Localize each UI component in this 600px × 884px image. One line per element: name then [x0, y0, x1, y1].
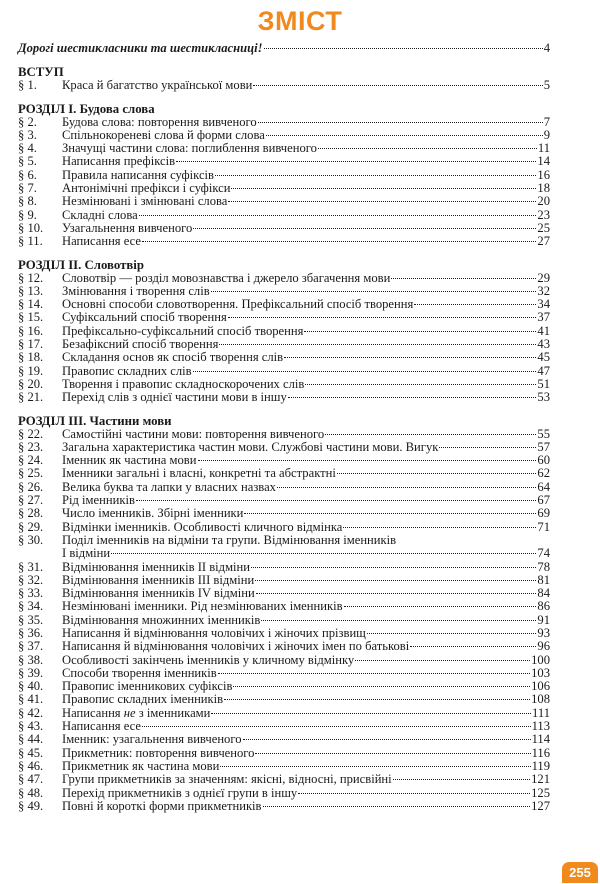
leader-dots [284, 357, 536, 358]
toc-entry[interactable] [18, 494, 550, 507]
intro-page: 4 [543, 41, 550, 55]
leader-dots [258, 122, 543, 123]
toc-entry[interactable] [18, 720, 550, 733]
page-ref: 53 [537, 390, 550, 405]
entry-title: Правопис складних слів [62, 363, 192, 378]
toc-entry[interactable] [18, 391, 550, 404]
section-heading: ВСТУП [18, 65, 64, 80]
page-ref: 57 [537, 439, 550, 454]
leader-dots [139, 215, 537, 216]
toc-entry[interactable] [18, 667, 550, 680]
section-number: § 5. [18, 154, 37, 169]
leader-dots [305, 384, 536, 385]
toc-entry[interactable] [18, 467, 550, 480]
intro-text: Дорогі шестикласники та шестикласниці! [18, 41, 263, 55]
entry-title: Іменники загальні і власні, конкретні та абстрактні [62, 466, 336, 481]
entry-title: Відмінювання іменників ІІІ відміни [62, 572, 255, 587]
entry-title: Число іменників. Збірні іменники [62, 506, 244, 521]
leader-dots [344, 606, 537, 607]
entry-title: Особливості закінчень іменників у кличному відмінку [62, 652, 355, 667]
leader-dots [298, 793, 530, 794]
section-number: § 21. [18, 390, 44, 405]
toc-entry[interactable] [18, 600, 550, 613]
leader-dots [439, 447, 536, 448]
leader-dots [343, 527, 536, 528]
section-number: § 17. [18, 337, 44, 352]
toc-entry[interactable] [18, 654, 550, 667]
section-number: § 48. [18, 785, 44, 800]
page-ref: 5 [543, 78, 550, 93]
leader-dots [228, 317, 537, 318]
entry-title: Іменник як частина мови [62, 453, 197, 468]
entry-title: Написання есе [62, 719, 141, 734]
page-ref: 119 [531, 758, 550, 773]
page-ref: 55 [537, 426, 550, 441]
section-number: § 38. [18, 652, 44, 667]
page-ref: 103 [531, 665, 550, 680]
leader-dots [264, 48, 543, 49]
section-number: § 46. [18, 758, 44, 773]
leader-dots [261, 620, 536, 621]
leader-dots [218, 673, 530, 674]
toc-entry[interactable] [18, 338, 550, 351]
page-ref: 51 [537, 376, 550, 391]
section-number: § 32. [18, 572, 44, 587]
page-ref: 74 [537, 546, 550, 561]
section-heading: РОЗДІЛ ІІ. Словотвір [18, 257, 144, 272]
leader-dots [288, 397, 537, 398]
page-ref: 121 [531, 772, 550, 787]
page-ref: 37 [537, 310, 550, 325]
section-number: § 11. [18, 234, 43, 249]
page-ref: 116 [531, 745, 550, 760]
toc-entry[interactable] [18, 521, 550, 534]
section-number: § 18. [18, 350, 44, 365]
entry-title: Відмінки іменників. Особливості кличного відмінка [62, 519, 343, 534]
entry-title: Групи прикметників за значенням: якісні, відносні, присвійні [62, 772, 392, 787]
entry-title: Незмінювані іменники. Рід незмінюваних іменників [62, 599, 343, 614]
toc-entry[interactable] [18, 561, 550, 574]
page-ref: 96 [537, 639, 550, 654]
toc-entry[interactable] [18, 680, 550, 693]
entry-title: Краса й багатство української мови [62, 78, 253, 93]
leader-dots [220, 766, 530, 767]
section-number: § 1. [18, 78, 37, 93]
leader-dots [215, 175, 536, 176]
leader-dots [251, 567, 536, 568]
toc-entry[interactable] [18, 428, 550, 441]
page-ref: 78 [537, 559, 550, 574]
leader-dots [231, 188, 536, 189]
section-number: § 15. [18, 310, 44, 325]
entry-title: Будова слова: повторення вивченого [62, 114, 257, 129]
toc-entry[interactable] [18, 507, 550, 520]
entry-title: Узагальнення вивченого [62, 220, 193, 235]
section-number: § 29. [18, 519, 44, 534]
entry-title: Антонімічні префікси і суфікси [62, 181, 231, 196]
toc-entry[interactable] [18, 209, 550, 222]
section-number: § 31. [18, 559, 44, 574]
section-heading: РОЗДІЛ ІІІ. Частини мови [18, 413, 172, 428]
page-ref: 7 [543, 114, 550, 129]
entry-title: Змінювання і творення слів [62, 283, 210, 298]
page-ref: 34 [537, 297, 550, 312]
toc-entry[interactable] [18, 311, 550, 324]
toc-entry[interactable] [18, 773, 550, 786]
leader-dots [211, 291, 537, 292]
section-number: § 39. [18, 665, 44, 680]
page-ref: 9 [543, 127, 550, 142]
page-ref: 91 [537, 612, 550, 627]
entry-title: Самостійні частини мови: повторення вивченого [62, 426, 325, 441]
leader-dots [318, 148, 537, 149]
leader-dots [111, 553, 536, 554]
section-number: § 37. [18, 639, 44, 654]
sections-container [18, 65, 550, 813]
entry-title: Словотвір — розділ мовознавства і джерело збагачення мови [62, 270, 391, 285]
toc-entry[interactable] [18, 693, 550, 706]
page-ref: 18 [537, 181, 550, 196]
leader-dots [198, 460, 537, 461]
section-number: § 33. [18, 586, 44, 601]
page-ref: 93 [537, 625, 550, 640]
section-number: § 23. [18, 439, 44, 454]
section-number: § 12. [18, 270, 44, 285]
page-ref: 41 [537, 323, 550, 338]
entry-title: Перехід слів з однієї частини мови в іншу [62, 390, 287, 405]
toc-entry[interactable] [18, 298, 550, 311]
leader-dots [414, 304, 536, 305]
toc-entry[interactable] [18, 351, 550, 364]
page-ref: 25 [537, 220, 550, 235]
page-ref: 32 [537, 283, 550, 298]
leader-dots [410, 646, 536, 647]
toc-entry[interactable] [18, 574, 550, 587]
page-ref: 86 [537, 599, 550, 614]
toc-entry[interactable] [18, 481, 550, 494]
entry-title: Способи творення іменників [62, 665, 217, 680]
entry-title: Відмінювання іменників ІІ відміни [62, 559, 251, 574]
page-ref: 84 [537, 586, 550, 601]
page-ref: 20 [537, 194, 550, 209]
page-ref: 106 [531, 679, 550, 694]
page-ref: 11 [537, 141, 550, 156]
toc-entry[interactable] [18, 747, 550, 760]
page-ref: 43 [537, 337, 550, 352]
leader-dots [367, 633, 537, 634]
section-number: § 10. [18, 220, 44, 235]
leader-dots [391, 278, 536, 279]
section-number: § 36. [18, 625, 44, 640]
section-number: § 16. [18, 323, 44, 338]
toc-entry[interactable] [18, 614, 550, 627]
leader-dots [228, 201, 536, 202]
page-ref: 16 [537, 167, 550, 182]
section-number: § 26. [18, 479, 44, 494]
intro-entry [18, 42, 550, 55]
entry-title: Правопис іменникових суфіксів [62, 679, 233, 694]
section-number: § 8. [18, 194, 37, 209]
toc-entry[interactable] [18, 129, 550, 142]
page-title: ЗМІСТ [257, 6, 343, 36]
entry-title: Прикметник як частина мови [62, 758, 220, 773]
leader-dots [393, 779, 530, 780]
entry-title: Іменник: узагальнення вивченого [62, 732, 242, 747]
entry-title: Безафіксний спосіб творення [62, 337, 219, 352]
entry-title: Спільнокореневі слова й форми слова [62, 127, 265, 142]
entry-title: Незмінювані і змінювані слова [62, 194, 228, 209]
page-ref: 127 [531, 798, 550, 813]
section-number: § 19. [18, 363, 44, 378]
entry-title: Значущі частини слова: поглиблення вивченого [62, 141, 317, 156]
entry-title: Написання й відмінювання чоловічих і жіночих імен по батькові [62, 639, 410, 654]
entry-title: Відмінювання множинних іменників [62, 612, 261, 627]
section-number: § 44. [18, 732, 44, 747]
page-ref: 113 [531, 719, 550, 734]
leader-dots [255, 580, 536, 581]
entry-title: Рід іменників [62, 493, 135, 508]
page-ref: 62 [537, 466, 550, 481]
section-number: § 9. [18, 207, 37, 222]
section-number: § 4. [18, 141, 37, 156]
page-ref: 71 [537, 519, 550, 534]
toc-entry[interactable] [18, 365, 550, 378]
section-number: § 25. [18, 466, 44, 481]
page-ref: 111 [532, 705, 550, 720]
entry-title: Написання й відмінювання чоловічих і жіночих прізвищ [62, 625, 366, 640]
toc-entry[interactable] [18, 627, 550, 640]
toc-entry[interactable] [18, 534, 550, 547]
section-number: § 43. [18, 719, 44, 734]
toc-entry[interactable] [18, 142, 550, 155]
page-ref: 69 [537, 506, 550, 521]
page-ref: 29 [537, 270, 550, 285]
entry-title: Велика буква та лапки у власних назвах [62, 479, 276, 494]
section-number: § 35. [18, 612, 44, 627]
page-ref: 27 [537, 234, 550, 249]
toc-entry[interactable] [18, 707, 550, 720]
page-ref: 81 [537, 572, 550, 587]
toc-entry[interactable] [18, 587, 550, 600]
entry-title: Прикметник: повторення вивченого [62, 745, 255, 760]
toc-entry[interactable] [18, 325, 550, 338]
section-number: § 7. [18, 181, 37, 196]
entry-title: Загальна характеристика частин мови. Службові частини мови. Вигук [62, 439, 439, 454]
toc-entry[interactable] [18, 155, 550, 168]
entry-title: Правопис складних іменників [62, 692, 224, 707]
page-ref: 100 [531, 652, 550, 667]
leader-dots [277, 487, 536, 488]
section-number: § 45. [18, 745, 44, 760]
page-ref: 67 [537, 493, 550, 508]
entry-title: Відмінювання іменників IV відміни [62, 586, 255, 601]
entry-title: Написання есе [62, 234, 141, 249]
section-number: § 40. [18, 679, 44, 694]
toc-entry[interactable] [18, 222, 550, 235]
entry-title: Правила написання суфіксів [62, 167, 214, 182]
section-number: § 14. [18, 297, 44, 312]
entry-title-continuation: І відміни [62, 546, 111, 561]
section-heading: РОЗДІЛ І. Будова слова [18, 101, 155, 116]
entry-title: Префіксально-суфіксальний спосіб творення [62, 323, 304, 338]
leader-dots [337, 473, 537, 474]
page-ref: 125 [531, 785, 550, 800]
table-of-contents [18, 42, 550, 813]
leader-dots [224, 699, 530, 700]
toc-entry[interactable] [18, 182, 550, 195]
entry-title: Повні й короткі форми прикметників [62, 798, 262, 813]
leader-dots [256, 593, 537, 594]
section-number: § 42. [18, 705, 44, 720]
leader-dots [304, 331, 536, 332]
leader-dots [255, 753, 530, 754]
leader-dots [243, 739, 531, 740]
toc-entry[interactable] [18, 454, 550, 467]
entry-title: Складні слова [62, 207, 138, 222]
toc-entry[interactable] [18, 79, 550, 92]
toc-entry[interactable] [18, 169, 550, 182]
section-number: § 24. [18, 453, 44, 468]
entry-title: Написання не з іменниками [62, 705, 211, 720]
entry-title: Перехід прикметників з однієї групи в іншу [62, 785, 298, 800]
leader-dots [142, 241, 536, 242]
toc-entry[interactable] [18, 787, 550, 800]
leader-dots [193, 228, 536, 229]
section-number: § 27. [18, 493, 44, 508]
leader-dots [176, 161, 536, 162]
leader-dots [244, 513, 536, 514]
page-ref: 60 [537, 453, 550, 468]
section-number: § 13. [18, 283, 44, 298]
section-number: § 22. [18, 426, 44, 441]
page-ref: 64 [537, 479, 550, 494]
section-number: § 34. [18, 599, 44, 614]
section-number: § 47. [18, 772, 44, 787]
section-number: § 30. [18, 532, 44, 547]
entry-title: Складання основ як спосіб творення слів [62, 350, 284, 365]
leader-dots [233, 686, 530, 687]
leader-dots [211, 713, 531, 714]
page-ref: 23 [537, 207, 550, 222]
toc-entry-continuation[interactable] [18, 547, 550, 560]
leader-dots [193, 371, 537, 372]
toc-entry[interactable] [18, 235, 550, 248]
leader-dots [253, 85, 542, 86]
toc-entry[interactable] [18, 800, 550, 813]
toc-entry[interactable] [18, 640, 550, 653]
entry-title: Основні способи словотворення. Префіксальний спосіб творення [62, 297, 414, 312]
leader-dots [266, 135, 543, 136]
toc-entry[interactable] [18, 285, 550, 298]
toc-entry[interactable] [18, 378, 550, 391]
toc-entry[interactable] [18, 272, 550, 285]
entry-title: Поділ іменників на відміни та групи. Відмінювання іменників [62, 532, 397, 547]
toc-entry[interactable] [18, 441, 550, 454]
toc-entry[interactable] [18, 733, 550, 746]
section-number: § 28. [18, 506, 44, 521]
page-ref: 14 [537, 154, 550, 169]
toc-entry[interactable] [18, 760, 550, 773]
section-number: § 41. [18, 692, 44, 707]
page-ref: 47 [537, 363, 550, 378]
leader-dots [136, 500, 537, 501]
section-number: § 6. [18, 167, 37, 182]
section-number: § 2. [18, 114, 37, 129]
leader-dots [355, 660, 530, 661]
leader-dots [219, 344, 536, 345]
page-ref: 108 [531, 692, 550, 707]
section-number: § 3. [18, 127, 37, 142]
entry-title: Творення і правопис складноскорочених слів [62, 376, 305, 391]
entry-title: Суфіксальний спосіб творення [62, 310, 227, 325]
leader-dots [325, 434, 536, 435]
page-number-badge: 255 [562, 862, 598, 883]
page-ref: 114 [531, 732, 550, 747]
leader-dots [263, 806, 531, 807]
section-number: § 49. [18, 798, 44, 813]
toc-entry[interactable] [18, 116, 550, 129]
entry-title: Написання префіксів [62, 154, 176, 169]
leader-dots [142, 726, 531, 727]
page-ref: 45 [537, 350, 550, 365]
toc-entry[interactable] [18, 195, 550, 208]
section-number: § 20. [18, 376, 44, 391]
